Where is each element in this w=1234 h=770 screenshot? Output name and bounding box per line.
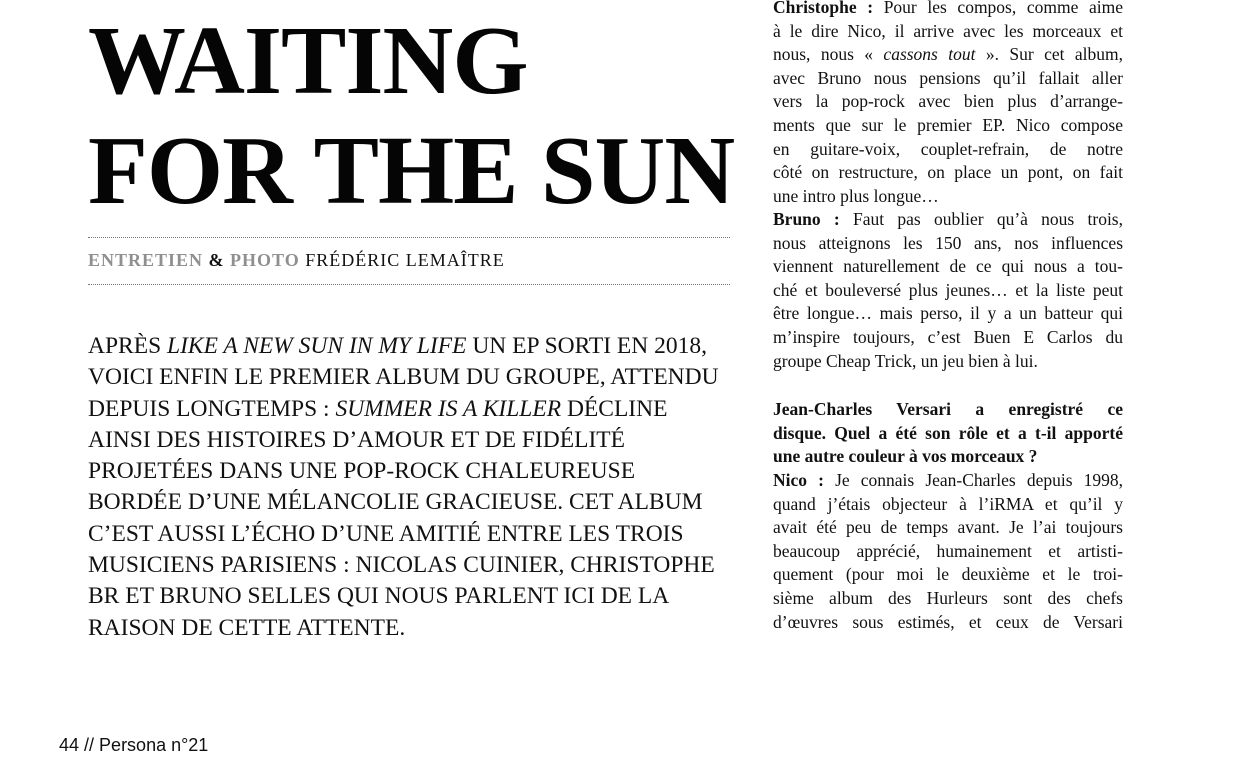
- answer-text: Je connais Jean-Charles depuis 1998,: [823, 470, 1123, 490]
- lead-album-title: SUMMER IS A KILLER: [335, 395, 562, 422]
- column-line: [773, 445, 1123, 469]
- column-line: côté on restructure, on place un pont, on fait: [773, 162, 1123, 183]
- lead-line: PROJETÉES DANS UNE POP-ROCK CHALEUREUSE: [88, 458, 636, 485]
- lead-text: APRÈS: [88, 333, 168, 359]
- byline-author: FRÉDÉRIC LEMAÎTRE: [305, 250, 505, 270]
- byline-role-photo: PHOTO: [230, 250, 300, 270]
- column-line: à le dire Nico, il arrive avec les morceaux et: [773, 20, 1123, 41]
- speaker-christophe: Christophe :: [773, 0, 874, 17]
- lead-line: C’EST AUSSI L’ÉCHO D’UNE AMITIÉ ENTRE LES TROIS: [88, 520, 684, 547]
- lead-text: DEPUIS LONGTEMPS :: [88, 395, 336, 422]
- answer-text: Pour les compos, comme aime: [873, 0, 1123, 17]
- lead-text: UN EP SORTI EN 2018,: [466, 333, 708, 359]
- lead-line: BR ET BRUNO SELLES QUI NOUS PARLENT ICI DE LA: [88, 583, 670, 610]
- column-line: en guitare-voix, couplet-refrain, de notre: [773, 138, 1123, 159]
- title-line-1: WAITING: [88, 7, 528, 115]
- title-line-2: FOR THE SUN: [88, 117, 735, 225]
- column-line: [773, 422, 1123, 446]
- column-line: [773, 43, 1123, 67]
- interview-question: [773, 398, 1123, 469]
- question-text: disque. Quel a été son rôle et a t-il apporté: [773, 422, 1123, 443]
- column-line: quement (pour moi le deuxième et le troi-: [773, 564, 1123, 585]
- column-line: avait été peu de temps avant. Je l’ai toujours: [773, 517, 1123, 538]
- interview-christophe-answer: [773, 0, 1123, 208]
- column-line: vers la pop-rock avec bien plus d’arrange-: [773, 91, 1123, 112]
- lead-line: MUSICIENS PARISIENS : NICOLAS CUINIER, CHRISTOPHE: [88, 552, 715, 579]
- bottom-divider: [88, 284, 730, 285]
- interview-bruno-answer: [773, 208, 1123, 373]
- question-text: une autre couleur à vos morceaux ?: [773, 446, 1038, 467]
- speaker-nico: Nico :: [773, 470, 824, 490]
- column-line: avec Bruno nous pensions qu’il fallait aller: [773, 67, 1123, 88]
- interview-nico-answer: [773, 469, 1123, 634]
- column-line: d’œuvres sous estimés, et ceux de Versari: [773, 611, 1123, 632]
- byline-role-interview: ENTRETIEN: [88, 250, 204, 270]
- column-line: ché et bouleversé plus jeunes… et la liste peut: [773, 279, 1123, 300]
- byline: [88, 250, 505, 271]
- answer-quote: cassons tout: [883, 44, 976, 65]
- lead-line: [88, 331, 748, 362]
- publication-name: Persona n°21: [99, 735, 209, 755]
- column-line: viennent naturellement de ce qui nous a tou-: [773, 256, 1123, 277]
- lead-ep-title: LIKE A NEW SUN IN MY LIFE: [167, 333, 467, 359]
- column-line: m’inspire toujours, c’est Buen E Carlos du: [773, 326, 1123, 347]
- answer-text: ». Sur cet album,: [975, 44, 1123, 65]
- column-line: nous atteignons les 150 ans, nos influences: [773, 232, 1123, 253]
- lead-line: VOICI ENFIN LE PREMIER ALBUM DU GROUPE, ATTENDU: [88, 364, 719, 391]
- column-line: beaucoup apprécié, humainement et artisti-: [773, 540, 1123, 561]
- speaker-bruno: Bruno :: [773, 209, 840, 229]
- column-line: [773, 469, 1123, 493]
- lead-paragraph: [88, 331, 748, 644]
- answer-text: Faut pas oublier qu’à nous trois,: [839, 209, 1123, 229]
- column-line: [773, 398, 1123, 422]
- top-divider: [88, 237, 730, 238]
- lead-line: BORDÉE D’UNE MÉLANCOLIE GRACIEUSE. CET ALBUM: [88, 489, 703, 516]
- lead-line: AINSI DES HISTOIRES D’AMOUR ET DE FIDÉLITÉ: [88, 426, 626, 453]
- byline-ampersand: &: [208, 250, 225, 270]
- column-line: une intro plus longue…: [773, 185, 939, 206]
- column-line: être longue… mais perso, il y a un batteur qui: [773, 303, 1123, 324]
- page-number: 44: [59, 735, 80, 755]
- column-line: sième album des Hurleurs sont des chefs: [773, 587, 1123, 608]
- question-text: Jean-Charles Versari a enregistré ce: [773, 399, 1123, 419]
- article-title: [88, 6, 748, 226]
- lead-line: RAISON DE CETTE ATTENTE.: [88, 614, 406, 641]
- lead-line: [88, 394, 748, 425]
- page-footer: [59, 735, 208, 756]
- lead-text: DÉCLINE: [561, 395, 668, 422]
- footer-separator: //: [79, 735, 100, 755]
- column-line: quand j’étais objecteur à l’iRMA et qu’il y: [773, 493, 1123, 514]
- column-line: [773, 208, 1123, 232]
- column-line: groupe Cheap Trick, un jeu bien à lui.: [773, 350, 1038, 371]
- column-line: [773, 0, 1123, 20]
- column-line: ments que sur le premier EP. Nico compose: [773, 114, 1123, 135]
- answer-text: nous, nous «: [773, 44, 884, 65]
